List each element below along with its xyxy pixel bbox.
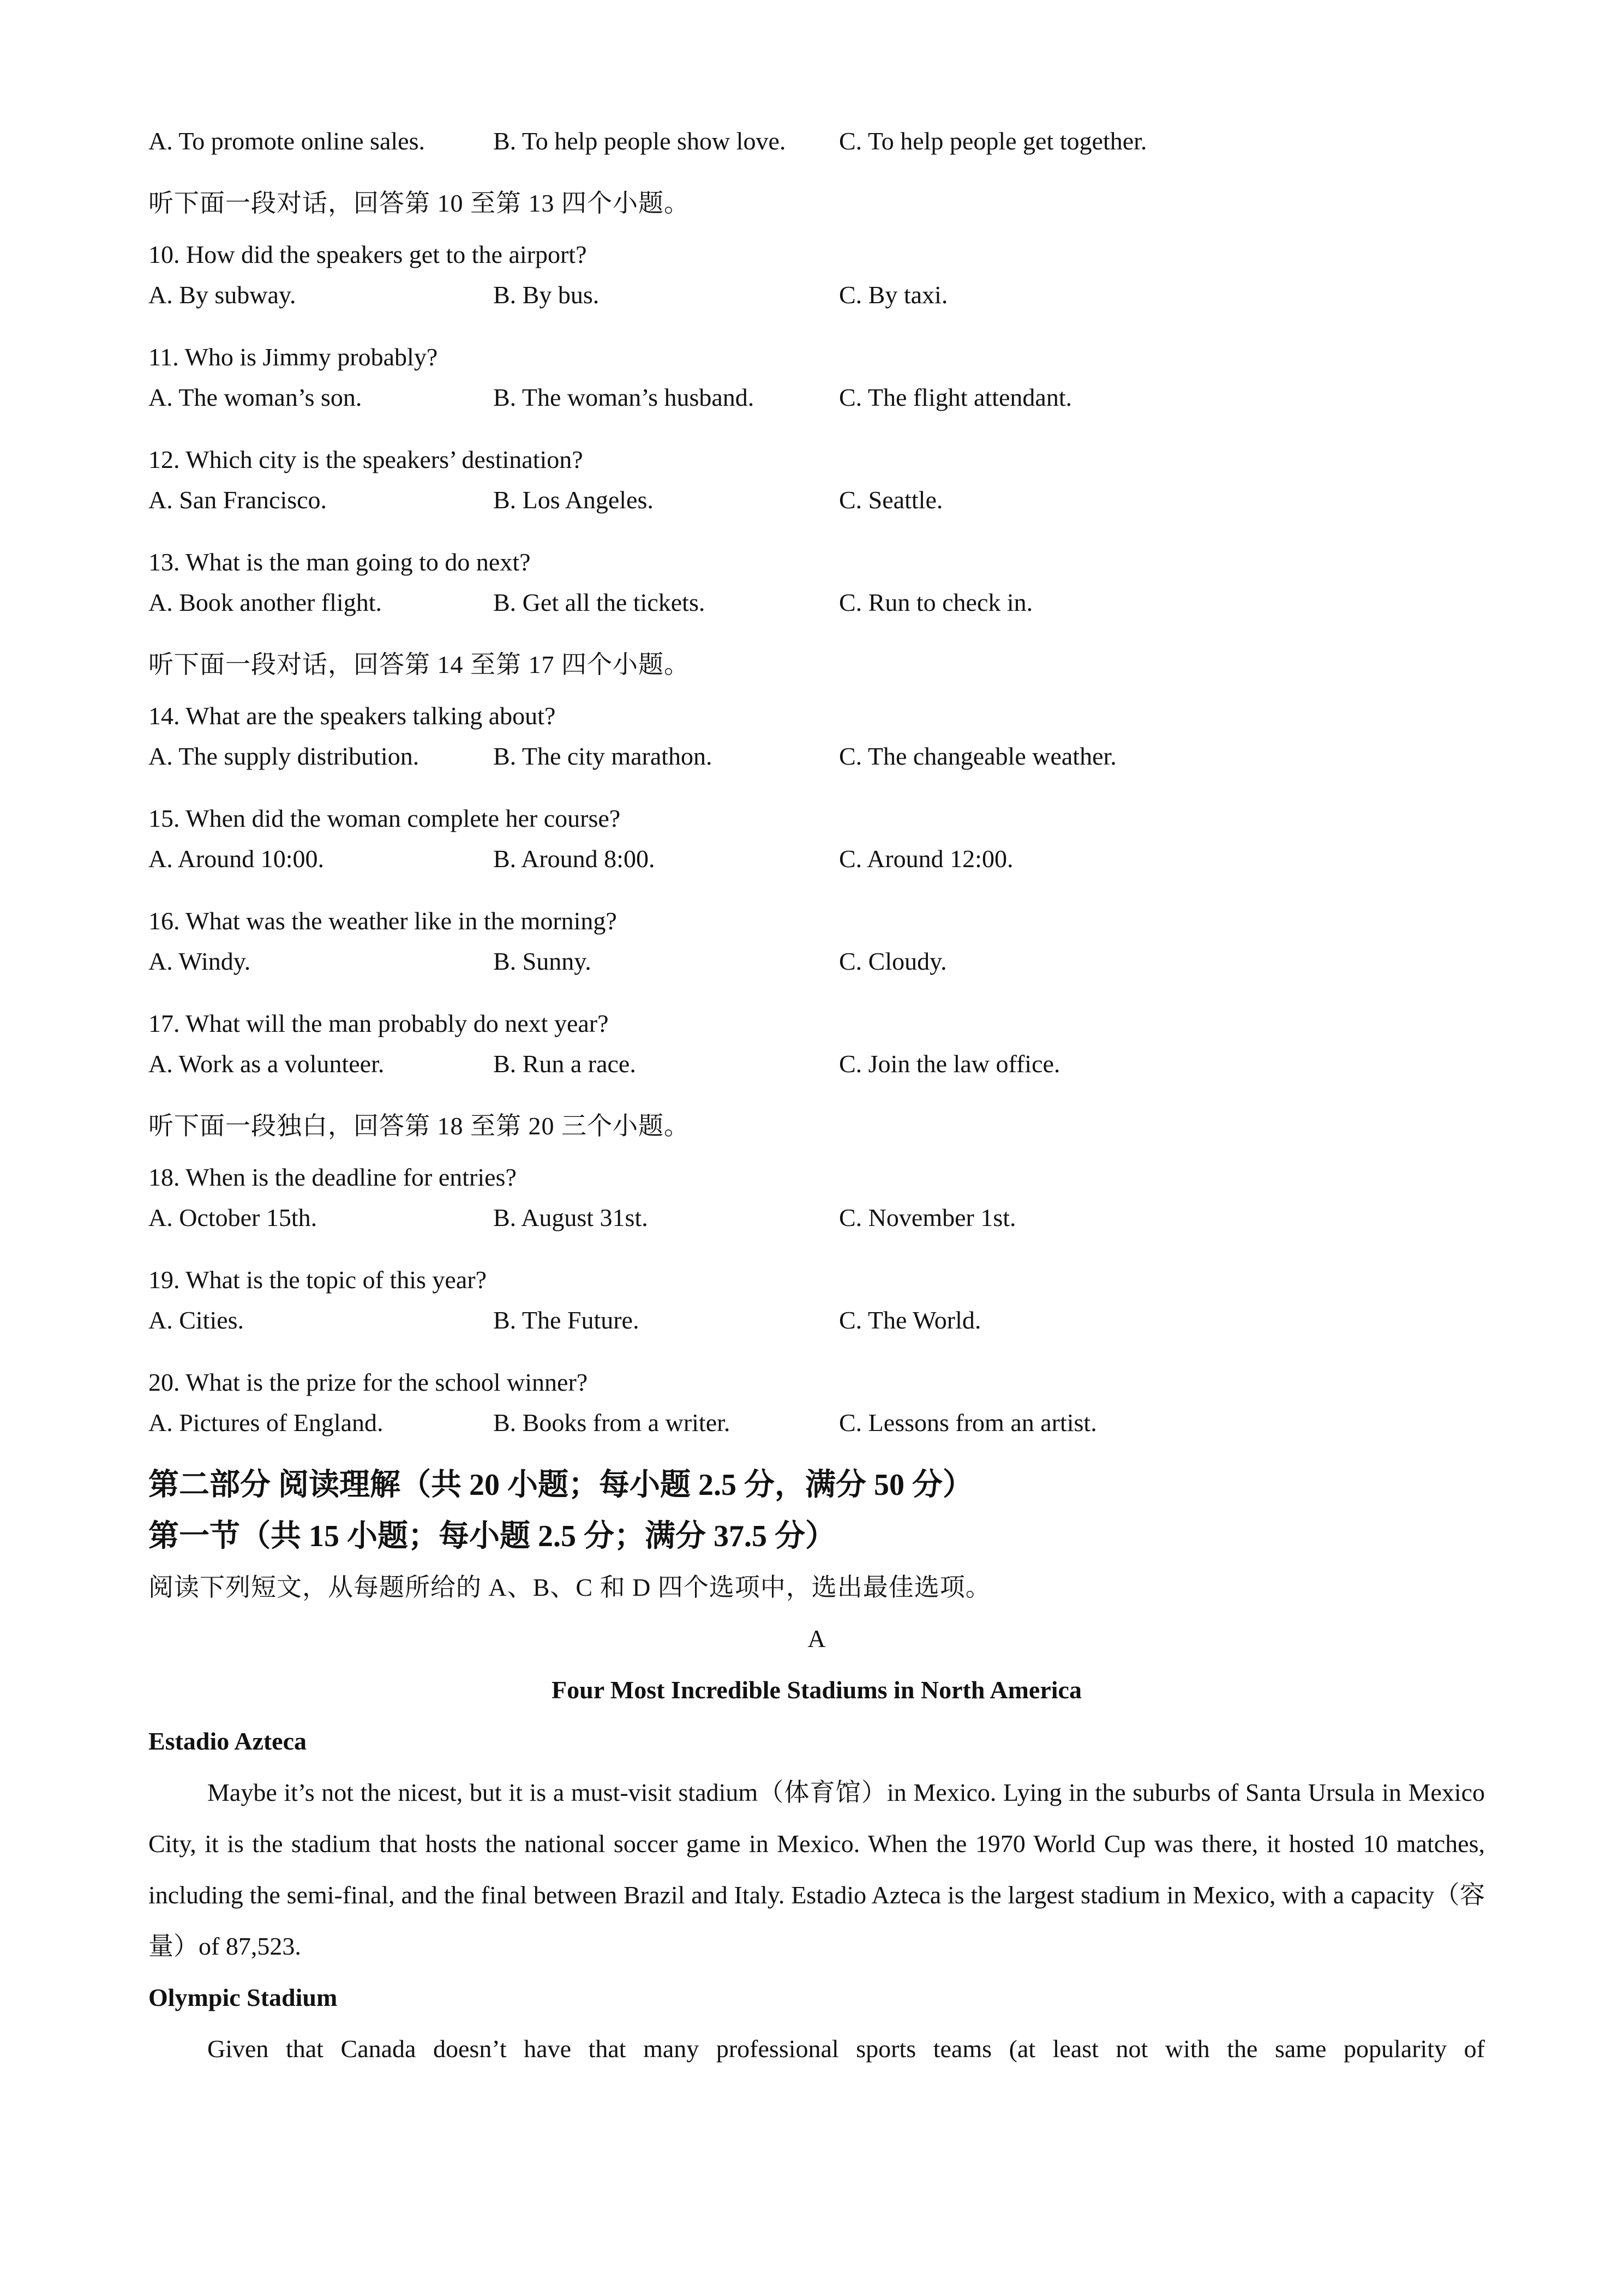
question-14-options [148, 742, 1485, 793]
question-16: 16. What was the weather like in the morning? [148, 907, 617, 935]
question-12: 12. Which city is the speakers’ destination? [148, 446, 583, 473]
question-19-options [148, 1306, 1485, 1357]
option-c: C. Around 12:00. [839, 845, 1014, 873]
reading-instruction: 阅读下列短文，从每题所给的 A、B、C 和 D 四个选项中，选出最佳选项。 [148, 1573, 991, 1601]
q9-option-c: C. To help people get together. [839, 127, 1147, 155]
part2-title: 第二部分 阅读理解（共 20 小题；每小题 2.5 分，满分 50 分） [148, 1468, 973, 1502]
option-a: A. The woman’s son. [148, 383, 362, 411]
stadium-heading-olympic: Olympic Stadium [148, 1984, 338, 2011]
option-a: A. By subway. [148, 281, 296, 309]
question-18-options [148, 1203, 1485, 1254]
question-15-options [148, 844, 1485, 895]
option-c: C. The flight attendant. [839, 383, 1072, 411]
q9-options [148, 127, 1485, 178]
option-b: B. Books from a writer. [493, 1409, 730, 1436]
option-b: B. The woman’s husband. [493, 383, 754, 411]
question-20-options [148, 1408, 1485, 1459]
option-c: C. Run to check in. [839, 588, 1033, 616]
question-10: 10. How did the speakers get to the airport? [148, 241, 587, 268]
option-b: B. Run a race. [493, 1050, 636, 1078]
option-b: B. Los Angeles. [493, 486, 654, 514]
question-11-options [148, 383, 1485, 434]
question-19: 19. What is the topic of this year? [148, 1266, 487, 1294]
question-12-options [148, 485, 1485, 537]
question-13: 13. What is the man going to do next? [148, 548, 531, 576]
option-a: A. October 15th. [148, 1204, 317, 1231]
question-14: 14. What are the speakers talking about? [148, 702, 556, 730]
option-a: A. Around 10:00. [148, 845, 324, 873]
question-10-options [148, 280, 1485, 332]
question-16-options [148, 947, 1485, 998]
option-a: A. The supply distribution. [148, 742, 420, 770]
option-a: A. San Francisco. [148, 486, 327, 514]
option-c: C. November 1st. [839, 1204, 1016, 1231]
instruction-10-13: 听下面一段对话，回答第 10 至第 13 四个小题。 [148, 189, 690, 217]
option-c: C. Join the law office. [839, 1050, 1060, 1078]
instruction-18-20: 听下面一段独白，回答第 18 至第 20 三个小题。 [148, 1112, 690, 1140]
q9-option-a: A. To promote online sales. [148, 127, 425, 155]
option-b: B. The Future. [493, 1306, 639, 1334]
question-15: 15. When did the woman complete her course? [148, 804, 621, 832]
option-c: C. The changeable weather. [839, 742, 1117, 770]
question-11: 11. Who is Jimmy probably? [148, 343, 438, 371]
option-c: C. Seattle. [839, 486, 943, 514]
option-c: C. Cloudy. [839, 947, 947, 975]
question-13-options [148, 588, 1485, 639]
option-a: A. Book another flight. [148, 588, 382, 616]
option-b: B. Get all the tickets. [493, 588, 705, 616]
option-b: B. Around 8:00. [493, 845, 655, 873]
section1-title: 第一节（共 15 小题；每小题 2.5 分；满分 37.5 分） [148, 1519, 836, 1553]
option-c: C. The World. [839, 1306, 981, 1334]
option-b: B. By bus. [493, 281, 600, 309]
option-a: A. Pictures of England. [148, 1409, 383, 1436]
option-b: B. The city marathon. [493, 742, 712, 770]
q9-option-b: B. To help people show love. [493, 127, 786, 155]
question-20: 20. What is the prize for the school winner? [148, 1368, 588, 1396]
option-b: B. August 31st. [493, 1204, 648, 1231]
option-c: C. By taxi. [839, 281, 948, 309]
option-a: A. Cities. [148, 1306, 244, 1334]
option-a: A. Windy. [148, 947, 251, 975]
stadium-paragraph-estadio-azteca: Maybe it’s not the nicest, but it is a must-visit stadium（体育馆）in Mexico. Lying in the suburbs of Santa Ursula in Mexico City, it is the stadium that hosts the national soccer game in Mexico. When the 1970 World Cup was there, it hosted 10 matches, including the semi-final, and the final between Brazil and Italy. Estadio Azteca is the largest stadium in Mexico, with a capacity（容量）of 87,523. [148, 1778, 1485, 1960]
stadium-paragraph-olympic: Given that Canada doesn’t have that many professional sports teams (at least not with the same popularity of [207, 2035, 1485, 2063]
instruction-14-17: 听下面一段对话，回答第 14 至第 17 四个小题。 [148, 651, 690, 678]
question-17-options [148, 1049, 1485, 1101]
option-a: A. Work as a volunteer. [148, 1050, 385, 1078]
question-18: 18. When is the deadline for entries? [148, 1163, 517, 1191]
stadium-heading-estadio-azteca: Estadio Azteca [148, 1727, 307, 1755]
option-c: C. Lessons from an artist. [839, 1409, 1097, 1436]
passage-title: Four Most Incredible Stadiums in North America [552, 1676, 1082, 1704]
option-b: B. Sunny. [493, 947, 591, 975]
exam-page [148, 127, 1485, 2075]
passage-letter: A [807, 1625, 826, 1652]
question-17: 17. What will the man probably do next year? [148, 1009, 609, 1037]
